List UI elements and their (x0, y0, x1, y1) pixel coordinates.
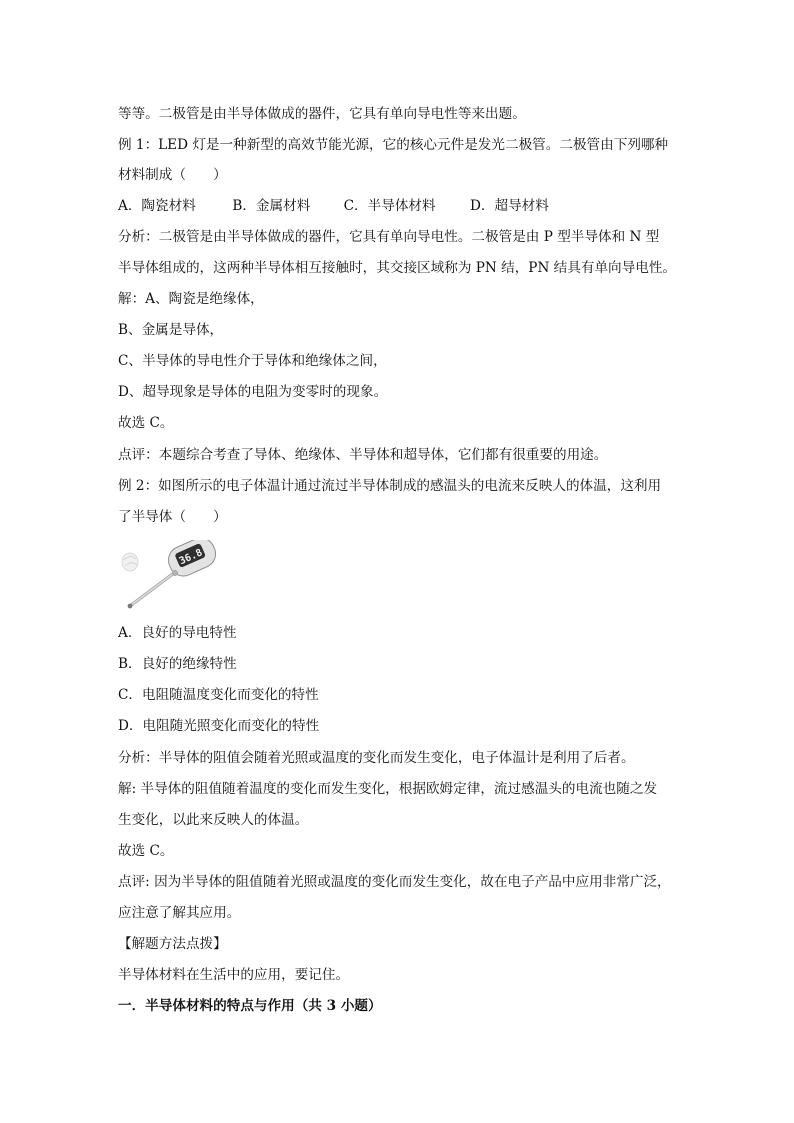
analysis-line: 分析：半导体的阻值会随着光照或温度的变化而发生变化，电子体温计是利用了后者。 (118, 750, 635, 766)
paragraph-line: 等等。二极管是由半导体做成的器件，它具有单向导电性等来出题。 (118, 106, 526, 122)
example-1-question: 例 1：LED 灯是一种新型的高效节能光源，它的核心元件是发光二极管。二极管由下列哪种 (118, 137, 669, 153)
option-line: D．电阻随光照变化而变化的特性 (118, 718, 320, 734)
example-2-question-cont: 了半导体（ ） (118, 509, 227, 525)
solution-line: 解：A、陶瓷是绝缘体， (118, 291, 264, 307)
comment-line: 点评: 因为半导体的阻值随着光照或温度的变化而发生变化，故在电子产品中应用非常广泛， (118, 874, 671, 890)
comment-line: 点评：本题综合考查了导体、绝缘体、半导体和超导体，它们都有很重要的用途。 (118, 447, 608, 463)
option-a: A．陶瓷材料 (118, 198, 196, 214)
analysis-line: 分析：二极管是由半导体做成的器件，它具有单向导电性。二极管是由 P 型半导体和 N 型 (118, 229, 660, 245)
option-line: A．良好的导电特性 (118, 625, 237, 641)
solution-line: B、金属是导体， (118, 322, 224, 338)
example-2-question: 例 2：如图所示的电子体温计通过流过半导体制成的感温头的电流来反映人的体温，这利用 (118, 478, 662, 494)
method-heading: 【解题方法点拨】 (118, 936, 227, 952)
option-line: C．电阻随温度变化而变化的特性 (118, 687, 319, 703)
comment-line: 应注意了解其应用。 (118, 905, 241, 921)
option-b: B．金属材料 (232, 198, 311, 214)
example-1-question-cont: 材料制成（ ） (118, 167, 227, 183)
example-1-options (118, 196, 549, 216)
section-heading: 一．半导体材料的特点与作用（共 3 小题） (118, 998, 382, 1014)
thermometer-reading: 36.8 (177, 547, 205, 568)
solution-line: C、半导体的导电性介于导体和绝缘体之间， (118, 353, 387, 369)
answer-line: 故选 C。 (118, 843, 174, 859)
answer-line: 故选 C。 (118, 415, 174, 431)
solution-line: 解: 半导体的阻值随着温度的变化而发生变化，根据欧姆定律，流过感温头的电流也随之发 (118, 781, 658, 797)
option-line: B．良好的绝缘特性 (118, 656, 237, 672)
thermometer-image (120, 540, 220, 612)
option-d: D．超导材料 (469, 198, 549, 214)
method-line: 半导体材料在生活中的应用，要记住。 (118, 967, 350, 983)
option-c: C．半导体材料 (343, 198, 436, 214)
solution-line: D、超导现象是导体的电阻为变零时的现象。 (118, 384, 388, 400)
analysis-line: 半导体组成的，这两种半导体相互接触时，其交接区域称为 PN 结，PN 结具有单向导电性。 (118, 260, 677, 276)
solution-line: 生变化，以此来反映人的体温。 (118, 812, 309, 828)
